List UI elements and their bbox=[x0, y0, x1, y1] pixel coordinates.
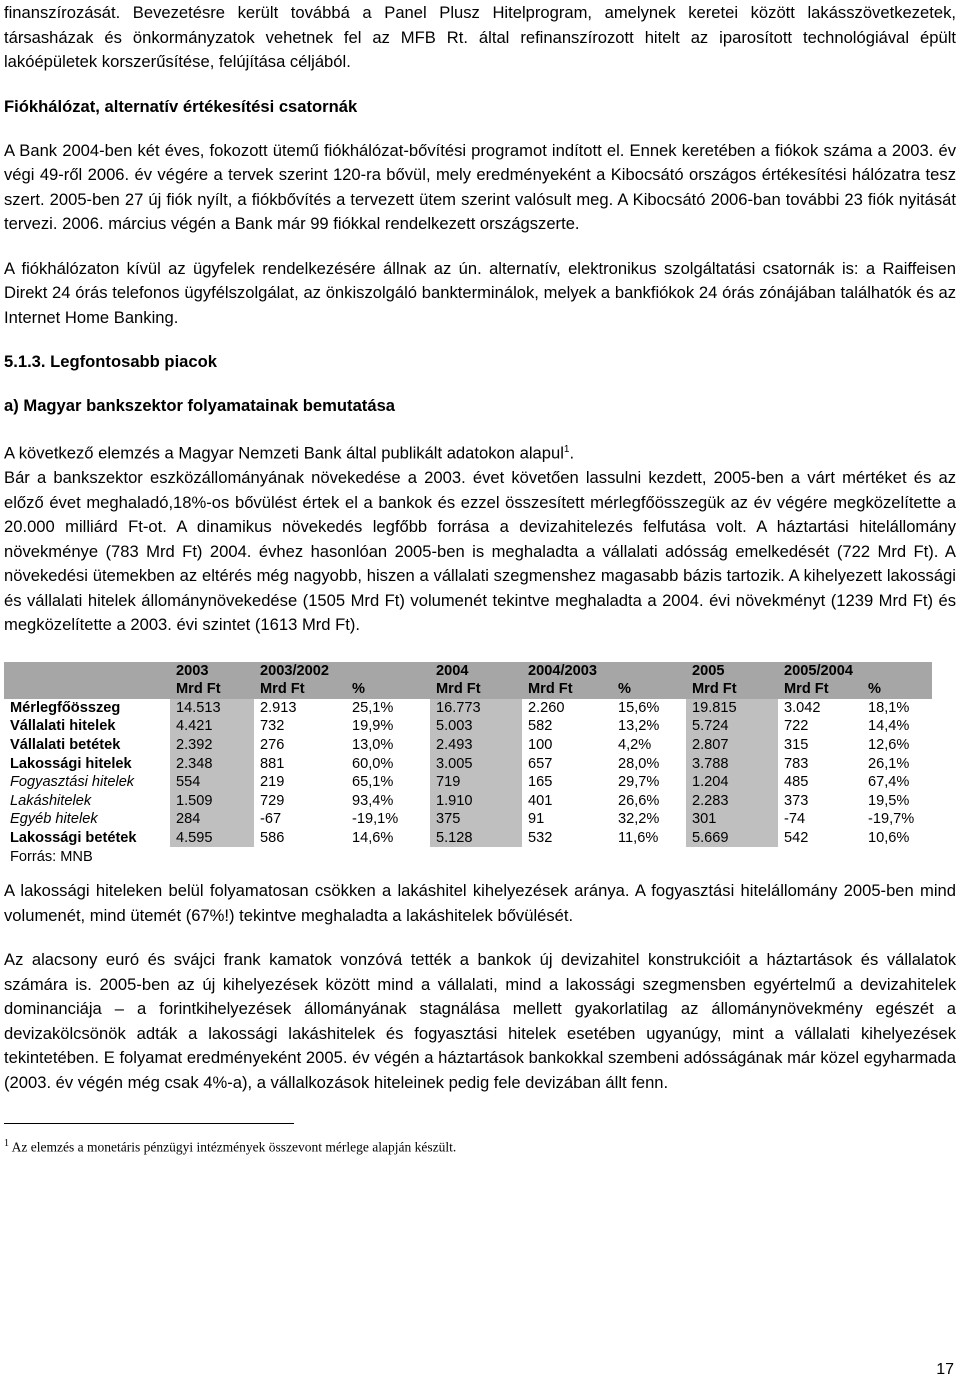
table-cell: 18,1% bbox=[868, 699, 910, 716]
table-row bbox=[4, 810, 932, 829]
table-cell: 3.788 bbox=[686, 755, 778, 774]
document-page bbox=[4, 0, 956, 1156]
paragraph-analysis-intro bbox=[4, 438, 956, 466]
table-cell: 3.005 bbox=[430, 755, 522, 774]
page-number: 17 bbox=[936, 1361, 954, 1378]
table-cell: 2.392 bbox=[170, 736, 254, 755]
table-row bbox=[4, 755, 932, 774]
table-cell: 783 bbox=[784, 755, 809, 772]
table-cell: 4.595 bbox=[170, 829, 254, 848]
table-cell: 26,1% bbox=[868, 755, 910, 772]
table-header-cell: % bbox=[612, 680, 686, 699]
table-cell: -74 bbox=[784, 811, 806, 828]
table-cell: 542 bbox=[784, 829, 809, 846]
table-header-cell bbox=[4, 680, 170, 699]
table-cell: -19,7% bbox=[868, 811, 915, 828]
section-heading: 5.1.3. Legfontosabb piacok bbox=[4, 352, 217, 371]
table-cell: 65,1% bbox=[352, 774, 394, 791]
row-label: Mérlegfőösszeg bbox=[10, 699, 121, 716]
table-cell: 60,0% bbox=[352, 755, 394, 772]
table-cell: 19,5% bbox=[868, 792, 910, 809]
footnote bbox=[4, 1138, 956, 1156]
table-header-years bbox=[4, 662, 932, 681]
paragraph-household-loans: A lakossági hiteleken belül folyamatosan csökken a lakáshitel kihelyezések aránya. A fogyasztási hitelállomány 2005-ben mind volumenét, mind ütemét (67%!) tekintve meghaladta a lakáshitelek bővülését. bbox=[4, 881, 956, 925]
table-cell: 1.204 bbox=[686, 773, 778, 792]
table-cell: 554 bbox=[170, 773, 254, 792]
table-header-cell: 2003/2002 bbox=[254, 662, 346, 681]
table-header-cell bbox=[346, 662, 430, 681]
analysis-intro-text: A következő elemzés a Magyar Nemzeti Bank által publikált adatokon alapul bbox=[4, 443, 564, 463]
table-header-cell: 2005 bbox=[686, 662, 778, 681]
table-header-cell bbox=[4, 662, 170, 681]
row-label: Vállalati hitelek bbox=[10, 718, 116, 735]
table-cell: 401 bbox=[528, 792, 553, 809]
table-cell: 2.260 bbox=[528, 699, 565, 716]
table-cell: 5.128 bbox=[430, 829, 522, 848]
table-cell: 219 bbox=[260, 774, 285, 791]
table-cell: 13,2% bbox=[618, 718, 660, 735]
table-cell: 284 bbox=[170, 810, 254, 829]
table-cell: 29,7% bbox=[618, 774, 660, 791]
table-cell: 2.807 bbox=[686, 736, 778, 755]
row-label: Egyéb hitelek bbox=[10, 811, 98, 828]
table-header-cell bbox=[612, 662, 686, 681]
subsection-heading: a) Magyar bankszektor folyamatainak bemutatása bbox=[4, 396, 396, 415]
table-header-cell: 2004/2003 bbox=[522, 662, 612, 681]
footnote-mark: 1 bbox=[4, 1138, 9, 1150]
table-header-units bbox=[4, 680, 932, 699]
table-header-cell: Mrd Ft bbox=[778, 680, 862, 699]
table-cell: 1.910 bbox=[430, 792, 522, 811]
table-header-cell: 2003 bbox=[170, 662, 254, 681]
table-source: Forrás: MNB bbox=[10, 849, 93, 866]
table-row bbox=[4, 736, 932, 755]
table-cell: 1.509 bbox=[170, 792, 254, 811]
table-cell: 12,6% bbox=[868, 736, 910, 753]
table-row bbox=[4, 829, 932, 848]
table-cell: 165 bbox=[528, 774, 553, 791]
table-cell: 719 bbox=[430, 773, 522, 792]
table-row bbox=[4, 699, 932, 718]
table-cell: 5.724 bbox=[686, 717, 778, 736]
table-header-cell: 2005/2004 bbox=[778, 662, 862, 681]
table-cell: 881 bbox=[260, 755, 285, 772]
table-cell: 5.003 bbox=[430, 717, 522, 736]
table-cell: 586 bbox=[260, 829, 285, 846]
table-cell: 11,6% bbox=[618, 829, 659, 846]
table-cell: 25,1% bbox=[352, 699, 394, 716]
row-label: Vállalati betétek bbox=[10, 736, 121, 753]
table-cell: 315 bbox=[784, 736, 809, 753]
table-cell: 16.773 bbox=[430, 699, 522, 718]
table-cell: 3.042 bbox=[784, 699, 821, 716]
table-header-cell: % bbox=[346, 680, 430, 699]
table-cell: 732 bbox=[260, 718, 285, 735]
table-cell: 13,0% bbox=[352, 736, 394, 753]
row-label: Lakossági betétek bbox=[10, 829, 137, 846]
table-header-cell: Mrd Ft bbox=[686, 680, 778, 699]
table-header-cell: Mrd Ft bbox=[254, 680, 346, 699]
table-row bbox=[4, 792, 932, 811]
table-cell: 19,9% bbox=[352, 718, 394, 735]
table-cell: 2.493 bbox=[430, 736, 522, 755]
table-header-cell: 2004 bbox=[430, 662, 522, 681]
table-header-cell: Mrd Ft bbox=[522, 680, 612, 699]
analysis-intro-end: . bbox=[569, 443, 575, 463]
table-cell: -67 bbox=[260, 811, 282, 828]
table-cell: 91 bbox=[528, 811, 545, 828]
table-cell: 4.421 bbox=[170, 717, 254, 736]
table-cell: 93,4% bbox=[352, 792, 394, 809]
row-label: Lakossági hitelek bbox=[10, 755, 132, 772]
table-header-cell: Mrd Ft bbox=[170, 680, 254, 699]
table-cell: 532 bbox=[528, 829, 553, 846]
table-cell: 276 bbox=[260, 736, 285, 753]
table-cell: 729 bbox=[260, 792, 285, 809]
table-cell: 4,2% bbox=[618, 736, 652, 753]
table-cell: 67,4% bbox=[868, 774, 910, 791]
heading-branch-network: Fiókhálózat, alternatív értékesítési csatornák bbox=[4, 96, 358, 116]
table-header-cell: % bbox=[862, 680, 932, 699]
table-cell: 14,4% bbox=[868, 718, 910, 735]
paragraph-panel-plusz: finanszírozását. Bevezetésre került továbbá a Panel Plusz Hitelprogram, amelynek keretei között lakásszövetkezetek, társasházak és önkormányzatok vehetnek fel az MFB Rt. által refinanszírozott hitelt az iparosított technológiával épült lakóépületek korszerűsítése, felújítása céljából. bbox=[4, 3, 956, 71]
table-cell: 15,6% bbox=[618, 699, 660, 716]
table-cell: 485 bbox=[784, 774, 809, 791]
table-cell: -19,1% bbox=[352, 811, 399, 828]
row-label: Fogyasztási hitelek bbox=[10, 774, 135, 791]
banking-sector-table bbox=[4, 662, 932, 848]
footnote-text: Az elemzés a monetáris pénzügyi intézmények összevont mérlege alapján készült. bbox=[11, 1139, 457, 1155]
table-cell: 722 bbox=[784, 718, 809, 735]
table-cell: 26,6% bbox=[618, 792, 660, 809]
table-cell: 301 bbox=[686, 810, 778, 829]
table-cell: 10,6% bbox=[868, 829, 910, 846]
footnote-ref[interactable]: 1 bbox=[563, 444, 570, 455]
footnote-divider bbox=[4, 1123, 294, 1124]
table-cell: 2.913 bbox=[260, 699, 297, 716]
table-cell: 32,2% bbox=[618, 811, 660, 828]
table-cell: 582 bbox=[528, 718, 553, 735]
table-cell: 14.513 bbox=[170, 699, 254, 718]
table-cell: 657 bbox=[528, 755, 553, 772]
row-label: Lakáshitelek bbox=[10, 792, 92, 809]
table-header-cell bbox=[862, 662, 932, 681]
table-cell: 28,0% bbox=[618, 755, 660, 772]
paragraph-alternative-channels: A fiókhálózaton kívül az ügyfelek rendelkezésére állnak az ún. alternatív, elektronikus szolgáltatási csatornák is: a Raiffeisen Direkt 24 órás telefonos ügyfélszolgálat, az önkiszolgáló bankterminálok, melyek a bankfiókok 24 órás zónájában találhatók és az Internet Home Banking. bbox=[4, 258, 956, 327]
paragraph-fx-loans: Az alacsony euró és svájci frank kamatok vonzóvá tették a bankok új devizahitel konstrukcióit a háztartások és vállalatok számára is. 2005-ben az új kihelyezések között mind a vállalati, mind a lakossági szegmensben egyértelmű a devizahitelek dominanciája – a forintkihelyezések állományának stagnálása mellett gyakorlatilag az állománynövekmény egészét a devizakölcsönök adták a lakossági lakáshitelek és fogyasztási hitelek esetében ugyanúgy, mint a vállalati kihelyezések tekintetében. E folyamat eredményeként 2005. év végén a háztartások bankokkal szembeni adósságának már közel egyharmada (2003. év végén még csak 4%-a), a vállalkozások hiteleinek pedig fele devizában állt fenn. bbox=[4, 950, 956, 1092]
paragraph-branch-expansion: A Bank 2004-ben két éves, fokozott ütemű fiókhálózat-bővítési programot indított el. Ennek keretében a fiókok száma a 2003. év végi 49-ről 2006. év végére a tervek szerint 120-ra bővül, mely eredményeként a Kibocsátó országos értékesítési hálózatra tesz szert. 2005-ben 27 új fiók nyílt, a fiókbővítés a tervezett ütem szerint valósult meg. A Kibocsátó 2006-ban további 23 fiók nyitását tervezi. 2006. március végén a Bank már 99 fiókkal rendelkezett országszerte. bbox=[4, 140, 956, 233]
table-header-cell: Mrd Ft bbox=[430, 680, 522, 699]
table-cell: 375 bbox=[430, 810, 522, 829]
table-cell: 5.669 bbox=[686, 829, 778, 848]
table-cell: 100 bbox=[528, 736, 553, 753]
paragraph-banking-sector: Bár a bankszektor eszközállományának növekedése a 2003. évet követően lassulni kezdett, 2005-ben a várt mértéket és az előző évet meghaladó,18%-os bővülést értek el a bankok és ezzel összesített mérlegfőösszegük az év végére megközelítette a 20.000 milliárd Ft-ot. A dinamikus növekedés legfőbb forrása a devizahitelezés felfutása volt. A háztartási hitelállomány növekménye (783 Mrd Ft) 2004. évhez hasonlóan 2005-ben is meghaladta a vállalati adósság emelkedését (722 Mrd Ft). A növekedési ütemekben az eltérés még nagyobb, hiszen a vállalati szegmenshez magasabb bázis tartozik. A kihelyezett lakossági és vállalati hitelek állománynövekedése (1505 Mrd Ft) volumenét tekintve meghaladta a 2004. évi növekményt (1239 Mrd Ft) és megközelítette a 2003. évi szintet (1613 Mrd Ft). bbox=[4, 468, 956, 635]
table-cell: 14,6% bbox=[352, 829, 394, 846]
table-cell: 2.348 bbox=[170, 755, 254, 774]
table-row bbox=[4, 773, 932, 792]
table-cell: 373 bbox=[784, 792, 809, 809]
table-row bbox=[4, 717, 932, 736]
table-cell: 19.815 bbox=[686, 699, 778, 718]
table-cell: 2.283 bbox=[686, 792, 778, 811]
